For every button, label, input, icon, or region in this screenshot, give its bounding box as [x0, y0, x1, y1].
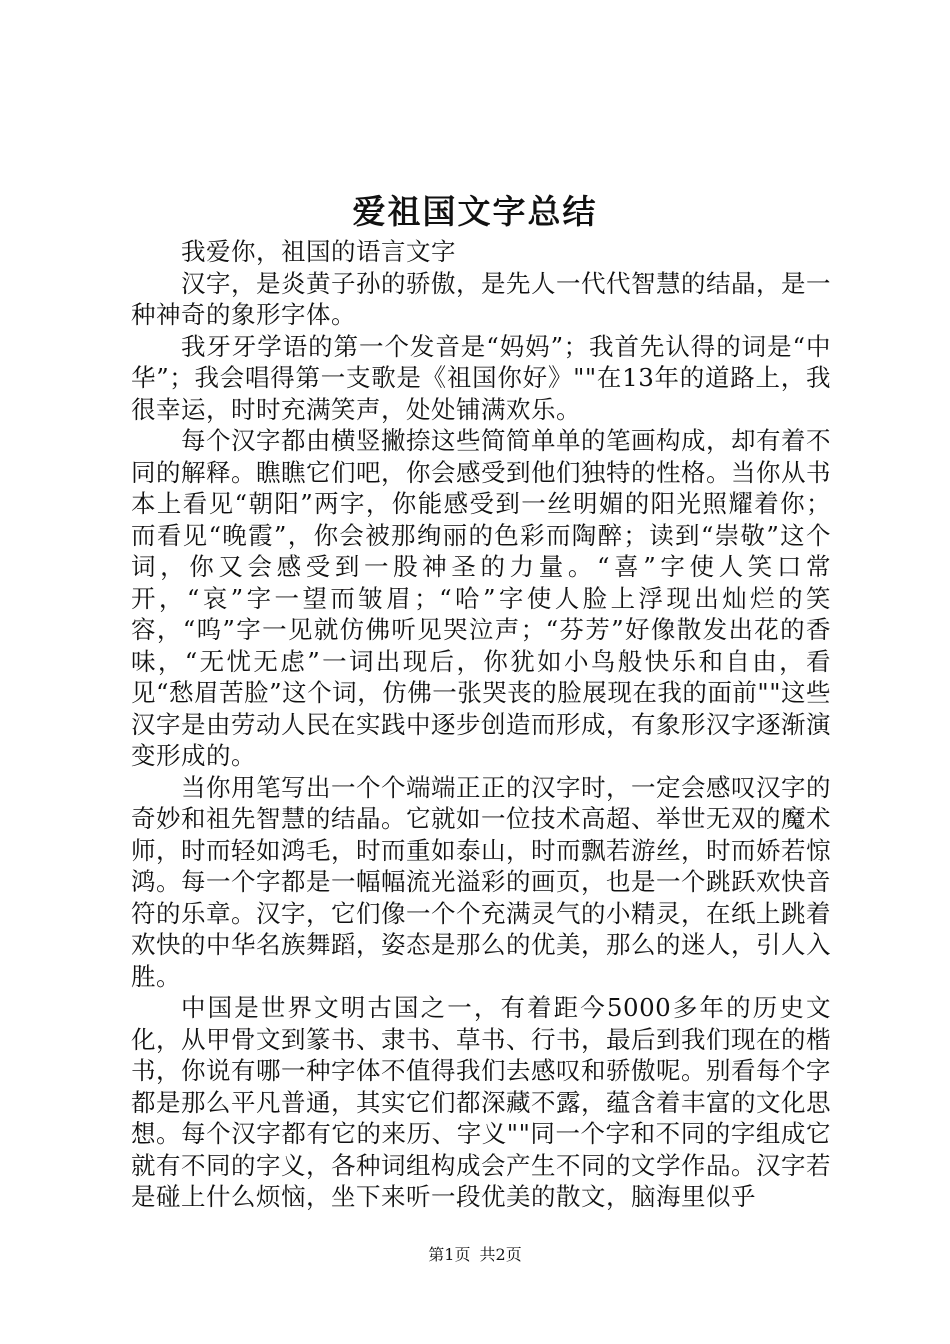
paragraph: 当你用笔写出一个个端端正正的汉字时，一定会感叹汉字的奇妙和祖先智慧的结晶。它就如一位技术高超、举世无双的魔术师，时而轻如鸿毛，时而重如泰山，时而飘若游丝，时而娇若惊鸿。每一个字都是一幅幅流光溢彩的画页，也是一个跳跃欢快音符的乐章。汉字，它们像一个个充满灵气的小精灵，在纸上跳着欢快的中华名族舞蹈，姿态是那么的优美，那么的迷人，引人入胜。 [131, 772, 831, 991]
document-title: 爱祖国文字总结 [352, 192, 598, 231]
paragraph: 我牙牙学语的第一个发音是“妈妈”；我首先认得的词是“中华”；我会唱得第一支歌是《祖国你好》""在13年的道路上，我很幸运，时时充满笑声，处处铺满欢乐。 [131, 331, 831, 424]
document-body [131, 236, 831, 1213]
paragraph: 每个汉字都由横竖撇捺这些简简单单的笔画构成，却有着不同的解释。瞧瞧它们吧，你会感受到他们独特的性格。当你从书本上看见“朝阳”两字，你能感受到一丝明媚的阳光照耀着你；而看见“晚霞”，你会被那绚丽的色彩而陶醉；读到“崇敬”这个词，你又会感受到一股神圣的力量。“喜”字使人笑口常开，“哀”字一望而皱眉；“哈”字使人脸上浮现出灿烂的笑容，“呜”字一见就仿佛听见哭泣声；“芬芳”好像散发出花的香味，“无忧无虑”一词出现后，你犹如小鸟般快乐和自由，看见“愁眉苦脸”这个词，仿佛一张哭丧的脸展现在我的面前""这些汉字是由劳动人民在实践中逐步创造而形成，有象形汉字逐渐演变形成的。 [131, 426, 831, 770]
page-number: 第1页 [428, 1245, 471, 1264]
page-footer [0, 1242, 950, 1265]
paragraph: 汉字，是炎黄子孙的骄傲，是先人一代代智慧的结晶，是一种神奇的象形字体。 [131, 268, 831, 329]
paragraph: 中国是世界文明古国之一，有着距今5000多年的历史文化，从甲骨文到篆书、隶书、草书、行书，最后到我们现在的楷书，你说有哪一种字体不值得我们去感叹和骄傲呢。别看每个字都是那么平凡普通，其实它们都深藏不露，蕴含着丰富的文化思想。每个汉字都有它的来历、字义""同一个字和不同的字组成它就有不同的字义，各种词组构成会产生不同的文学作品。汉字若是碰上什么烦恼，坐下来听一段优美的散文，脑海里似乎 [131, 993, 831, 1211]
paragraph: 我爱你，祖国的语言文字 [181, 237, 456, 266]
page-total: 共2页 [479, 1245, 522, 1264]
